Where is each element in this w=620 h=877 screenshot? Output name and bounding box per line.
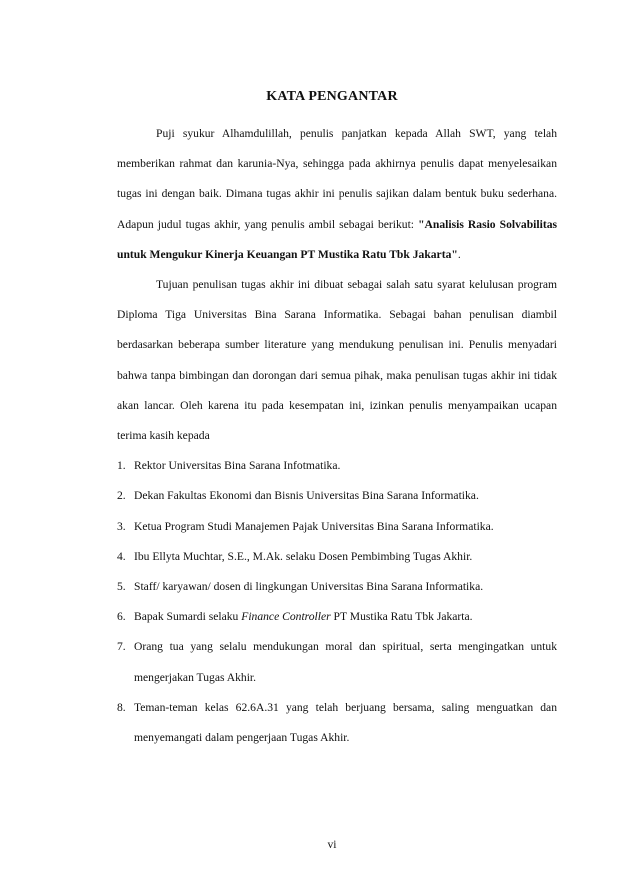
acknowledgement-list	[117, 451, 557, 753]
page-title: KATA PENGANTAR	[266, 89, 398, 104]
thesis-title: "Analisis Rasio Solvabilitas untuk Mengukur Kinerja Keuangan PT Mustika Ratu Tbk Jakarta"	[117, 217, 558, 261]
page-number: vi	[327, 838, 337, 851]
list-item-text: Dekan Fakultas Ekonomi dan Bisnis Universitas Bina Sarana Informatika.	[134, 489, 479, 503]
list-item-number: 3.	[117, 519, 126, 533]
list-item	[117, 602, 557, 632]
job-title-italic: Finance Controller	[241, 610, 331, 624]
paragraph-opening-end: .	[457, 247, 461, 261]
paragraph-opening-text: Puji syukur Alhamdulillah, penulis panjatkan kepada Allah SWT, yang telah memberikan rahmat dan karunia-Nya, sehingga pada akhirnya penulis dapat menyelesaikan tugas ini dengan baik. Dimana tugas akhir ini penulis sajikan dalam bentuk buku sederhana. Adapun judul tugas akhir, yang penulis ambil sebagai berikut:	[117, 127, 557, 231]
body-content	[117, 119, 557, 753]
list-item-text-before: Bapak Sumardi selaku	[134, 610, 242, 624]
list-item	[117, 542, 557, 572]
list-item	[117, 632, 557, 692]
paragraph-opening	[117, 119, 557, 270]
list-item-number: 4.	[117, 549, 126, 563]
list-item-text: Ketua Program Studi Manajemen Pajak Universitas Bina Sarana Informatika.	[134, 519, 494, 533]
list-item-text: Orang tua yang selalu mendukungan moral dan spiritual, serta mengingatkan untuk mengerjakan Tugas Akhir.	[134, 640, 557, 684]
list-item-number: 6.	[117, 610, 126, 624]
list-item-text: Ibu Ellyta Muchtar, S.E., M.Ak. selaku Dosen Pembimbing Tugas Akhir.	[134, 549, 473, 563]
list-item-number: 2.	[117, 489, 126, 503]
list-item-text: Rektor Universitas Bina Sarana Infotmatika.	[134, 459, 341, 473]
list-item-number: 5.	[117, 580, 126, 594]
paragraph-purpose: Tujuan penulisan tugas akhir ini dibuat sebagai salah satu syarat kelulusan program Diploma Tiga Universitas Bina Sarana Informatika. Sebagai bahan penulisan diambil berdasarkan beberapa sumber literature yang mendukung penulisan ini. Penulis menyadari bahwa tanpa bimbingan dan dorongan dari semua pihak, maka penulisan tugas akhir ini tidak akan lancar. Oleh karena itu pada kesempatan ini, izinkan penulis menyampaikan ucapan terima kasih kepada	[117, 278, 557, 443]
list-item	[117, 512, 557, 542]
list-item	[117, 572, 557, 602]
list-item-number: 7.	[117, 640, 126, 654]
list-item-text: Teman-teman kelas 62.6A.31 yang telah berjuang bersama, saling menguatkan dan menyemangati dalam pengerjaan Tugas Akhir.	[134, 700, 557, 745]
list-item-number: 8.	[117, 700, 126, 714]
list-item	[117, 451, 557, 481]
list-item-text: Staff/ karyawan/ dosen di lingkungan Universitas Bina Sarana Informatika.	[134, 580, 484, 594]
list-item	[117, 481, 557, 511]
list-item-text-after: PT Mustika Ratu Tbk Jakarta.	[330, 610, 473, 624]
list-item-number: 1.	[117, 459, 126, 473]
list-item	[117, 693, 557, 753]
